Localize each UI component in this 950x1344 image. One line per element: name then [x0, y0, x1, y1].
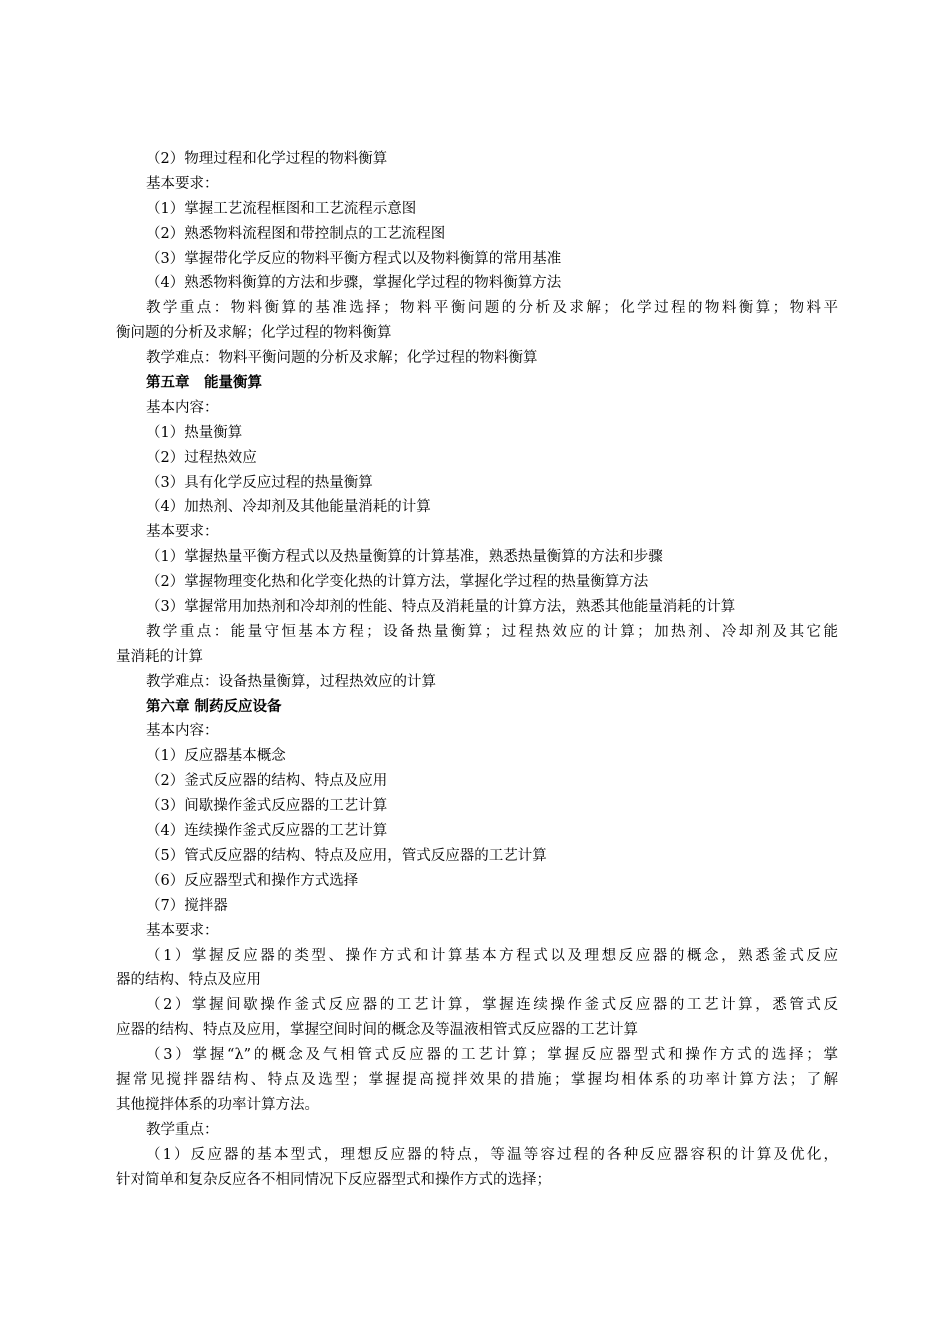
text-line [116, 172, 838, 197]
text-line [116, 595, 838, 620]
text-line-content: 基本要求： [146, 175, 219, 192]
text-line-content: （2）釜式反应器的结构、特点及应用 [146, 773, 388, 790]
text-line [116, 346, 838, 371]
text-line [116, 1068, 838, 1093]
text-line-content: 握常见搅拌器结构、特点及选型；掌握提高搅拌效果的措施；掌握均相体系的功率计算方法；了解 [116, 1071, 838, 1088]
text-line-content: 基本要求： [146, 922, 219, 939]
text-line [116, 247, 838, 272]
text-line-content: （2）物理过程和化学过程的物料衡算 [146, 151, 388, 167]
text-line [116, 919, 838, 944]
text-line [116, 645, 838, 670]
text-line-content: （1）掌握反应器的类型、操作方式和计算基本方程式以及理想反应器的概念，熟悉釜式反应 [146, 947, 838, 964]
text-line-content: （5）管式反应器的结构、特点及应用，管式反应器的工艺计算 [146, 847, 547, 864]
text-line-content: （4）连续操作釜式反应器的工艺计算 [146, 823, 388, 840]
text-line [116, 446, 838, 471]
text-line-content: （7）搅拌器 [146, 897, 228, 914]
text-line [116, 520, 838, 545]
text-line [116, 794, 838, 819]
text-line [116, 1143, 838, 1168]
text-line [116, 869, 838, 894]
chapter-heading [116, 371, 838, 396]
text-line-content: 量消耗的计算 [116, 648, 203, 665]
text-line-content: 第五章 能量衡算 [146, 374, 262, 392]
text-line-content: （1）掌握热量平衡方程式以及热量衡算的计算基准，熟悉热量衡算的方法和步骤 [146, 549, 663, 566]
text-line-content: （2）掌握物理变化热和化学变化热的计算方法，掌握化学过程的热量衡算方法 [146, 574, 649, 591]
document-body [116, 147, 838, 1192]
text-line [116, 1168, 838, 1193]
text-line-content: （1）反应器基本概念 [146, 748, 286, 765]
text-line-content: 其他搅拌体系的功率计算方法。 [116, 1096, 319, 1113]
text-line [116, 421, 838, 446]
text-line-content: 教学重点：物料衡算的基准选择；物料平衡问题的分析及求解；化学过程的物料衡算；物料平 [146, 300, 838, 317]
text-line-content: 基本内容： [146, 399, 219, 416]
text-line-content: （3）具有化学反应过程的热量衡算 [146, 474, 373, 491]
text-line-content: （2）熟悉物料流程图和带控制点的工艺流程图 [146, 225, 446, 242]
text-line [116, 769, 838, 794]
text-line [116, 993, 838, 1018]
text-line [116, 396, 838, 421]
text-line [116, 296, 838, 321]
text-line [116, 321, 838, 346]
text-line [116, 471, 838, 496]
text-line-content: （6）反应器型式和操作方式选择 [146, 872, 359, 889]
text-line-content: 器的结构、特点及应用 [116, 972, 261, 989]
text-line-content: 教学难点：设备热量衡算，过程热效应的计算 [146, 673, 436, 690]
text-line-content: 应器的结构、特点及应用，掌握空间时间的概念及等温液相管式反应器的工艺计算 [116, 1022, 638, 1039]
text-line-content: 基本要求： [146, 524, 219, 541]
text-line [116, 271, 838, 296]
text-line [116, 968, 838, 993]
text-line [116, 1043, 838, 1068]
text-line-content: （3）间歇操作釜式反应器的工艺计算 [146, 798, 388, 815]
text-line-content: （3）掌握“λ”的概念及气相管式反应器的工艺计算；掌握反应器型式和操作方式的选择；掌 [146, 1047, 838, 1064]
text-line-content: （1）掌握工艺流程框图和工艺流程示意图 [146, 200, 417, 217]
text-line-content: （3）掌握常用加热剂和冷却剂的性能、特点及消耗量的计算方法，熟悉其他能量消耗的计算 [146, 599, 736, 616]
text-line-content: 教学重点： [146, 1121, 219, 1138]
text-line [116, 1093, 838, 1118]
text-line [116, 1118, 838, 1143]
text-line-content: 衡问题的分析及求解；化学过程的物料衡算 [116, 325, 392, 342]
text-line-content: （1）反应器的基本型式，理想反应器的特点，等温等容过程的各种反应器容积的计算及优化， [146, 1146, 838, 1163]
text-line [116, 1018, 838, 1043]
chapter-heading [116, 695, 838, 720]
text-line [116, 744, 838, 769]
text-line-content: （3）掌握带化学反应的物料平衡方程式以及物料衡算的常用基准 [146, 250, 562, 267]
text-line [116, 894, 838, 919]
text-line-content: （2）掌握间歇操作釜式反应器的工艺计算，掌握连续操作釜式反应器的工艺计算，悉管式反 [146, 997, 838, 1014]
text-line-content: （1）热量衡算 [146, 424, 243, 441]
text-line [116, 222, 838, 247]
text-line-content: 教学难点：物料平衡问题的分析及求解；化学过程的物料衡算 [146, 350, 538, 367]
text-line [116, 819, 838, 844]
text-line-content: 第六章 制药反应设备 [146, 697, 282, 715]
text-line-content: 针对简单和复杂反应各不相同情况下反应器型式和操作方式的选择； [116, 1171, 551, 1188]
text-line [116, 719, 838, 744]
text-line-content: （4）加热剂、冷却剂及其他能量消耗的计算 [146, 499, 431, 516]
text-line [116, 620, 838, 645]
text-line [116, 197, 838, 222]
text-line [116, 147, 838, 172]
text-line [116, 570, 838, 595]
text-line [116, 944, 838, 969]
text-line [116, 495, 838, 520]
text-line-content: （2）过程热效应 [146, 449, 257, 466]
text-line-content: 教学重点：能量守恒基本方程；设备热量衡算；过程热效应的计算；加热剂、冷却剂及其它能 [146, 623, 838, 640]
text-line [116, 545, 838, 570]
text-line [116, 670, 838, 695]
text-line-content: （4）熟悉物料衡算的方法和步骤，掌握化学过程的物料衡算方法 [146, 275, 562, 292]
text-line-content: 基本内容： [146, 723, 219, 740]
text-line [116, 844, 838, 869]
